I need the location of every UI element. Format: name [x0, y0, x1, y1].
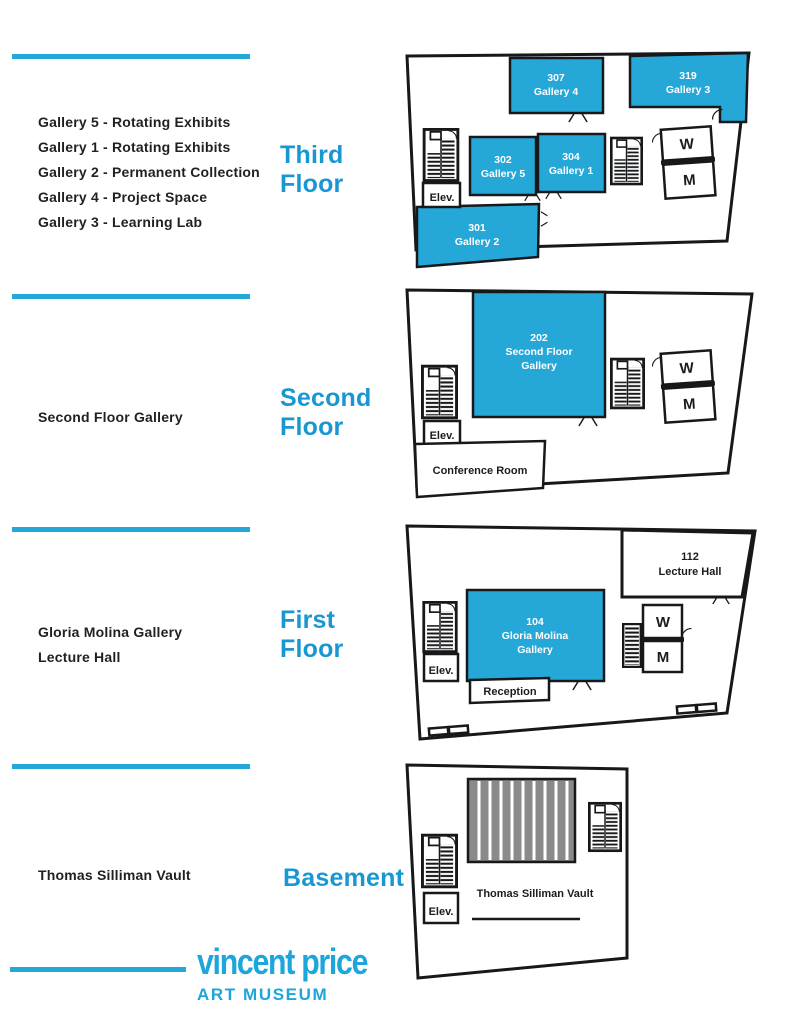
stairs-icon [611, 359, 643, 408]
room-name: Gallery 2 [454, 236, 500, 248]
second-floor-label [280, 384, 372, 442]
restroom-men-label: M [656, 649, 670, 666]
stairs-icon [589, 803, 620, 850]
room-name: Gloria Molina [501, 630, 569, 642]
basement-label [283, 864, 404, 893]
list-item: Gallery 5 - Rotating Exhibits [38, 114, 231, 130]
floor-label-line: Second [280, 384, 372, 412]
section-divider [12, 54, 250, 59]
room-name: Gallery 1 [548, 165, 594, 177]
section-divider [12, 294, 250, 299]
stairs-icon [424, 129, 458, 180]
room-302-gallery-5 [470, 137, 536, 195]
door-leaf [697, 704, 716, 712]
room-number: 319 [679, 70, 697, 82]
stairs-icon [623, 624, 641, 667]
elevator-label: Elev. [429, 430, 455, 442]
floor-label-line: Floor [280, 170, 344, 198]
list-item: Gallery 2 - Permanent Collection [38, 164, 260, 180]
floor-label-line: First [280, 606, 336, 634]
third-floor-plan [407, 53, 749, 267]
room-name: Gallery [521, 360, 557, 372]
restrooms [659, 350, 718, 423]
entrance-doors [429, 726, 468, 736]
room-name: Second Floor [505, 346, 573, 358]
stairs-icon [611, 138, 641, 184]
stairs-icon [422, 835, 456, 887]
room-name: Lecture Hall [658, 566, 722, 578]
restroom-men-label: M [682, 395, 697, 414]
entrance-doors [677, 704, 716, 714]
conference-room-label: Conference Room [432, 465, 528, 477]
room-number: 302 [494, 154, 512, 166]
room-112-lecture-hall [622, 530, 753, 597]
room-name: Gallery 5 [480, 168, 526, 180]
elevator-label: Elev. [429, 192, 455, 204]
stairs-icon [424, 602, 457, 651]
door-leaf [449, 726, 468, 734]
restrooms [659, 126, 718, 199]
list-item: Gallery 4 - Project Space [38, 189, 208, 205]
restroom-women-label: W [655, 614, 671, 631]
logo-subtitle: ART MUSEUM [197, 985, 329, 1004]
floor-plans-svg [400, 40, 791, 985]
restroom-women-label: W [679, 359, 695, 378]
logo-title: vincent price [197, 941, 368, 982]
first-floor-plan [407, 526, 755, 739]
floor-label-line: Floor [280, 635, 344, 663]
list-item: Gloria Molina Gallery [38, 624, 183, 640]
list-item: Gallery 3 - Learning Lab [38, 214, 203, 230]
room-number: 202 [530, 332, 548, 344]
basement-plan [407, 765, 627, 978]
section-divider [12, 527, 250, 532]
door-leaf [677, 705, 696, 713]
floor-label-line: Basement [283, 864, 405, 892]
first-floor-label [280, 606, 344, 664]
list-item: Thomas Silliman Vault [38, 867, 191, 883]
room-number: 112 [681, 551, 699, 563]
room-name: Gallery 4 [533, 86, 579, 98]
logo-divider-line [10, 967, 186, 972]
room-number: 301 [468, 222, 486, 234]
elevator-label: Elev. [428, 665, 454, 677]
vault-label: Thomas Silliman Vault [476, 888, 594, 900]
third-floor-room-list [38, 110, 260, 235]
museum-logo [197, 941, 400, 1005]
third-floor-label [280, 141, 344, 199]
first-floor-room-list [38, 620, 182, 670]
reception-label: Reception [483, 686, 537, 698]
room-number: 304 [562, 151, 580, 163]
room-number: 307 [547, 72, 565, 84]
door-leaf [429, 727, 448, 735]
list-item: Second Floor Gallery [38, 409, 183, 425]
room-name: Gallery [517, 644, 553, 656]
basement-room-list [38, 863, 191, 888]
section-divider [12, 764, 250, 769]
room-name: Gallery 3 [665, 84, 711, 96]
restroom-men-label: M [682, 171, 697, 190]
room-304-gallery-1 [538, 134, 605, 192]
elevator-label: Elev. [428, 906, 454, 918]
second-floor-plan [407, 290, 752, 497]
room-number: 104 [526, 616, 544, 628]
floor-label-line: Third [280, 141, 344, 169]
list-item: Lecture Hall [38, 649, 121, 665]
second-floor-room-list [38, 405, 183, 430]
floor-label-line: Floor [280, 413, 344, 441]
list-item: Gallery 1 - Rotating Exhibits [38, 139, 231, 155]
stairs-icon [422, 366, 456, 418]
restroom-women-label: W [679, 135, 695, 154]
